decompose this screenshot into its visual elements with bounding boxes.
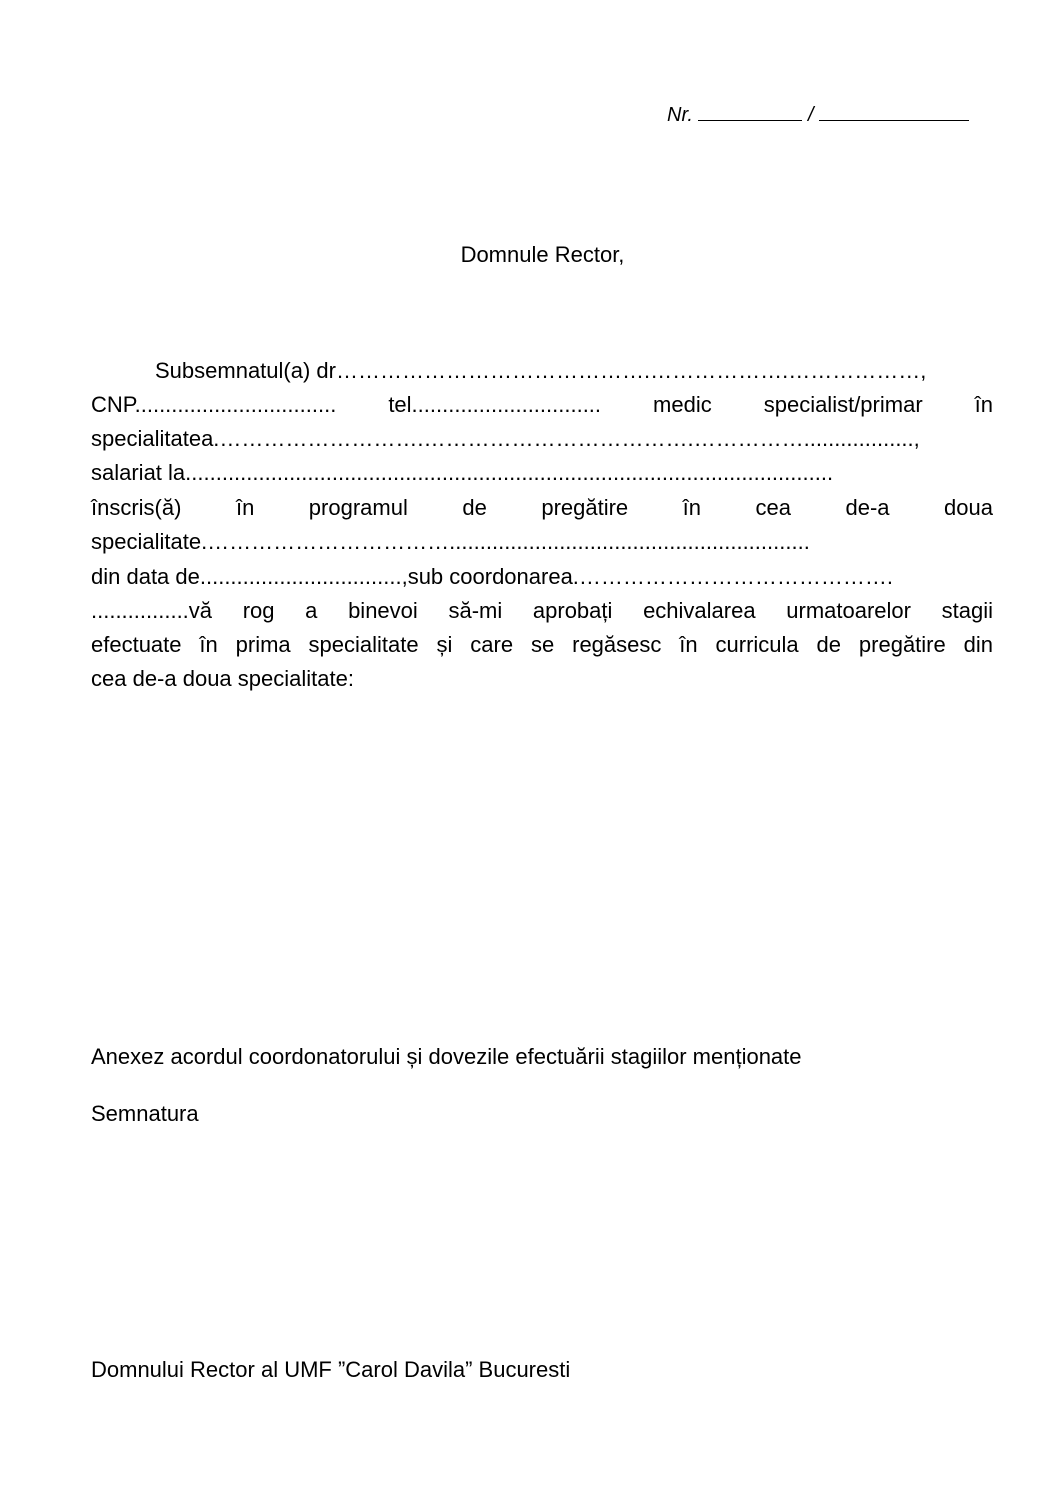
nr-separator: / xyxy=(808,104,814,126)
line-request: ................vă rog a binevoi să-mi aprobați echivalarea urmatoarelor stagii xyxy=(91,598,993,623)
line-date-coordinator: din data de.................................,sub coordonarea.……………………………………. xyxy=(91,564,894,589)
nr-date-blank[interactable] xyxy=(819,102,969,121)
line-name: Subsemnatul(a) dr…………………………………….……………….………………, xyxy=(155,358,927,383)
salutation: Domnule Rector, xyxy=(460,242,625,267)
addressee: Domnului Rector al UMF ”Carol Davila” Bucuresti xyxy=(91,1357,571,1382)
registration-number xyxy=(667,102,969,127)
line-internships: efectuate în prima specialitate și care se regăsesc în curricula de pregătire din xyxy=(91,632,993,657)
nr-label: Nr. xyxy=(667,104,693,126)
signature-label: Semnatura xyxy=(91,1101,199,1126)
line-cnp: CNP................................. tel............................... medic specialist/primar în xyxy=(91,392,993,417)
line-employer: salariat la.......................................................................................................... xyxy=(91,460,834,485)
line-specialty: specialitatea.……………………….……………………………….…………….................., xyxy=(91,426,920,451)
line-second-specialty-end: cea de-a doua specialitate: xyxy=(91,666,354,691)
line-second-specialty: specialitate.……………………………........................................................... xyxy=(91,529,810,554)
line-enrolled: înscris(ă) în programul de pregătire în cea de-a doua xyxy=(91,495,993,520)
nr-number-blank[interactable] xyxy=(698,102,802,121)
annex-text: Anexez acordul coordonatorului și dovezile efectuării stagiilor menționate xyxy=(91,1044,802,1069)
